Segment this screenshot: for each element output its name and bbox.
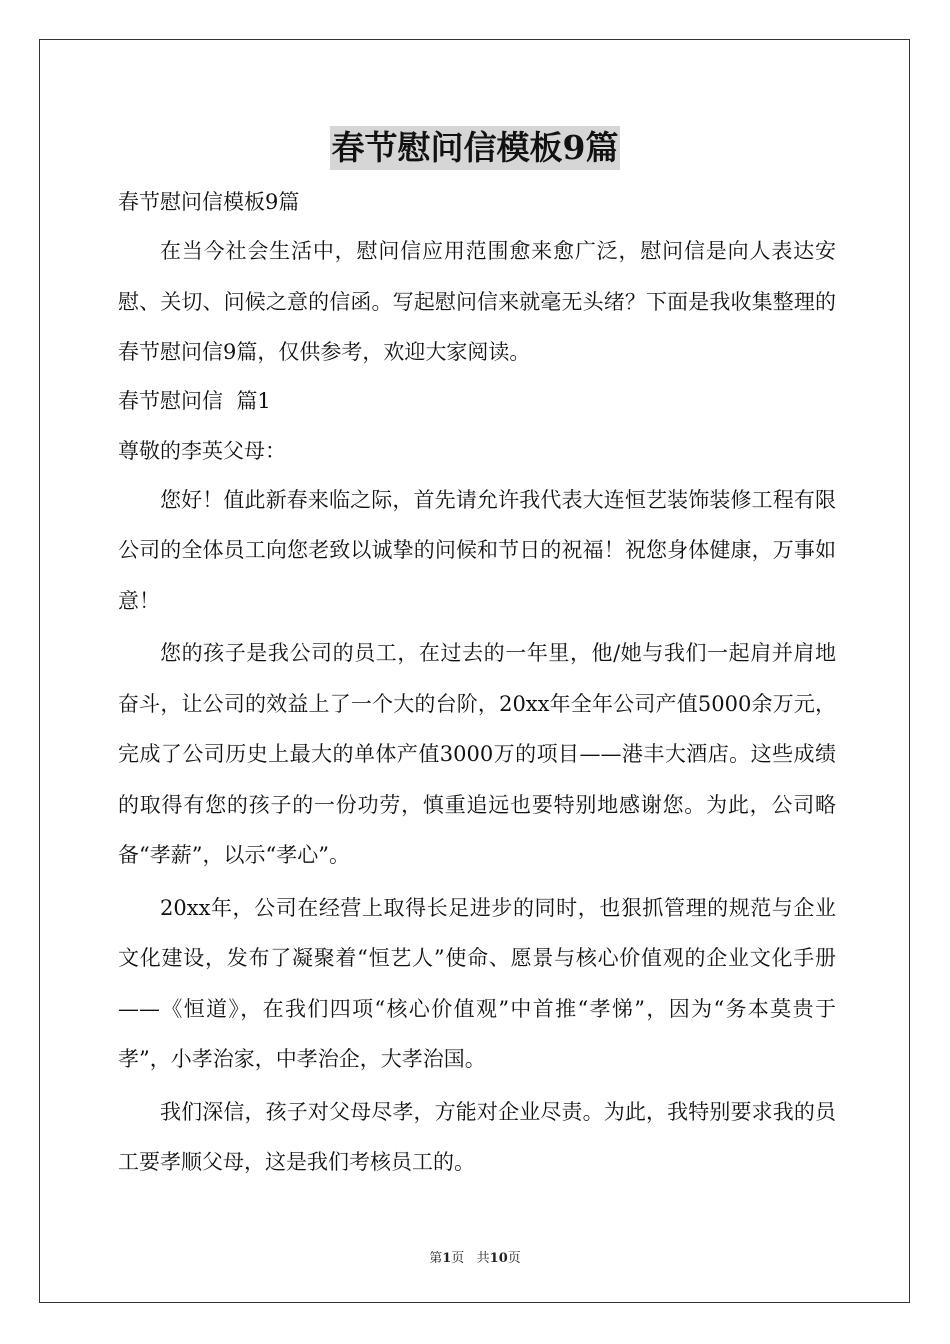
letter-salutation: 尊敬的李英父母：: [118, 438, 286, 463]
section-heading: 春节慰问信 篇1: [118, 388, 271, 413]
document-title: 春节慰问信模板9篇: [330, 126, 621, 170]
document-subtitle: 春节慰问信模板9篇: [118, 190, 300, 214]
footer-page-prefix: 第: [429, 1251, 443, 1266]
page-footer: [0, 1247, 950, 1266]
body-paragraph-1: 您好！值此新春来临之际，首先请允许我代表大连恒艺装饰装修工程有限公司的全体员工向您老致以诚挚的问候和节日的祝福！祝您身体健康，万事如意！: [118, 487, 836, 613]
body-paragraph-3: 20xx年，公司在经营上取得长足进步的同时，也狠抓管理的规范与企业文化建设，发布了凝聚着“恒艺人”使命、愿景与核心价值观的企业文化手册——《恒道》，在我们四项“核心价值观”中首推“孝悌”，因为“务本莫贵于孝”，小孝治家，中孝治企，大孝治国。: [118, 895, 836, 1071]
body-paragraph-2: 您的孩子是我公司的员工，在过去的一年里，他/她与我们一起肩并肩地奋斗，让公司的效益上了一个大的台阶，20xx年全年公司产值5000余万元，完成了公司历史上最大的单体产值3000万的项目——港丰大酒店。这些成绩的取得有您的孩子的一份功劳，慎重追远也要特别地感谢您。为此，公司略备“孝薪”，以示“孝心”。: [118, 641, 836, 867]
title-container: [0, 126, 950, 170]
footer-page-total: 10: [489, 1251, 508, 1266]
footer-page-mid: 页 共: [451, 1251, 490, 1266]
intro-paragraph: 在当今社会生活中，慰问信应用范围愈来愈广泛，慰问信是向人表达安慰、关切、问候之意的信函。写起慰问信来就毫无头绪？下面是我收集整理的春节慰问信9篇，仅供参考，欢迎大家阅读。: [118, 239, 836, 364]
footer-page-suffix: 页: [507, 1251, 521, 1266]
body-paragraph-4: 我们深信，孩子对父母尽孝，方能对企业尽责。为此，我特别要求我的员工要孝顺父母，这是我们考核员工的。: [118, 1099, 836, 1174]
document-body: [118, 180, 836, 1188]
footer-page-current: 1: [442, 1251, 452, 1266]
